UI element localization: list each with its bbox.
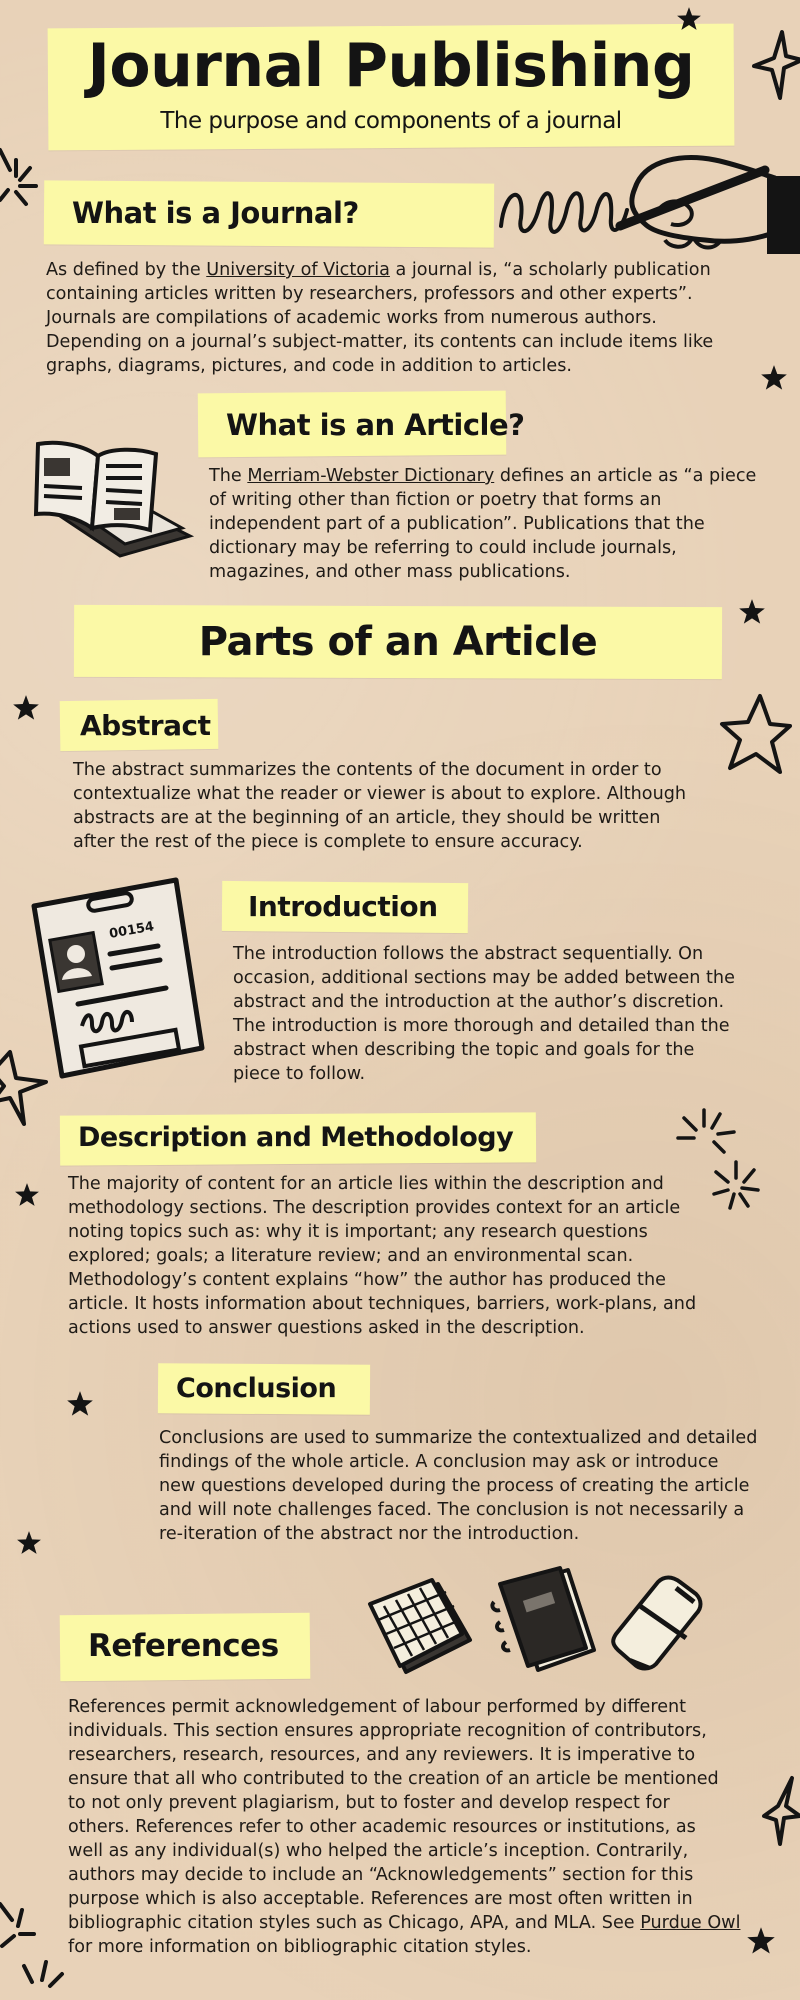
introduction-line: piece to follow. [233,1064,366,1084]
introduction-line: abstract and the introduction at the author’s discretion. [233,992,725,1012]
journal-line: graphs, diagrams, pictures, and code in addition to articles. [46,356,573,376]
journal-line: Journals are compilations of academic works from numerous authors. [46,308,657,328]
conclusion-line: findings of the whole article. A conclusion may ask or introduce [159,1452,719,1472]
conclusion-line: re-iteration of the abstract nor the introduction. [159,1524,580,1544]
abstract-line: after the rest of the piece is complete to ensure accuracy. [73,832,583,852]
methodology-line: Methodology’s content explains “how” the author has produced the [68,1270,666,1290]
text-segment: defines an article as “a piece [494,466,757,486]
star-icon [0,1050,48,1126]
references-line: purpose which is also acceptable. References are most often written in [68,1889,693,1909]
sparkle-icon [0,144,46,214]
text-segment: bibliographic citation styles such as Chicago, APA, and MLA. See [68,1913,641,1933]
conclusion-line: new questions developed during the process of creating the article [159,1476,750,1496]
references-heading: References [88,1628,279,1664]
id-card-icon [26,876,206,1086]
references-line: for more information on bibliographic citation styles. [68,1937,532,1957]
journal-line [46,258,713,282]
open-book-icon [30,436,190,566]
references-line: to not only prevent plagiarism, but to foster and develop respect for [68,1793,670,1813]
journal-heading: What is a Journal? [72,196,359,230]
conclusion-heading: Conclusion [176,1373,337,1404]
purdue-owl-link[interactable]: Purdue Owl [640,1913,741,1933]
page-subtitle: The purpose and components of a journal [160,108,622,134]
article-line: independent part of a publication”. Publications that the [209,514,705,534]
page-title: Journal Publishing [87,31,695,101]
references-line: researchers, research, resources, and any reviewers. It is imperative to [68,1745,696,1765]
star-icon [760,364,788,392]
abstract-heading: Abstract [80,709,211,742]
star-icon [14,1182,40,1208]
abstract-line: The abstract summarizes the contents of the document in order to [73,760,662,780]
introduction-heading: Introduction [248,890,438,923]
merriam-webster-link[interactable]: Merriam-Webster Dictionary [247,466,495,486]
star-icon [12,694,40,722]
star-icon [738,598,766,626]
notebook-icon [366,1580,476,1680]
star-icon [676,6,702,32]
binder-icon [490,1566,596,1676]
methodology-line: The majority of content for an article lies within the description and [68,1174,664,1194]
star-icon [746,1926,776,1956]
abstract-line: contextualize what the reader or viewer is about to explore. Although [73,784,687,804]
references-paragraph [68,1695,740,1959]
sparkle-icon [10,1960,70,2000]
methodology-line: noting topics such as: why it is important; any research questions [68,1222,648,1242]
methodology-heading: Description and Methodology [78,1122,514,1153]
abstract-line: abstracts are at the beginning of an article, they should be written [73,808,661,828]
text-segment: a journal is, “a scholarly publication [389,260,711,280]
methodology-line: methodology sections. The description provides context for an article [68,1198,681,1218]
references-line: well as any individual(s) who helped the article’s inception. Contrarily, [68,1841,689,1861]
text-segment: The [209,466,248,486]
article-heading: What is an Article? [226,408,525,442]
uvic-link[interactable]: University of Victoria [206,260,390,280]
introduction-paragraph [233,942,735,1086]
introduction-line: occasion, additional sections may be added between the [233,968,735,988]
article-paragraph [209,464,756,584]
article-line: dictionary may be referring to could include journals, [209,538,677,558]
journal-paragraph [46,258,713,378]
writing-hand-icon [495,148,800,258]
references-line: authors may decide to include an “Acknowledgements” section for this [68,1865,694,1885]
introduction-line: abstract when describing the topic and goals for the [233,1040,695,1060]
sparkle-icon [710,1160,760,1210]
methodology-line: article. It hosts information about techniques, barriers, work-plans, and [68,1294,697,1314]
article-line [209,464,756,488]
sparkle-icon [0,1900,38,1952]
article-line: magazines, and other mass publications. [209,562,571,582]
references-line: References permit acknowledgement of labour performed by different [68,1697,687,1717]
journal-line: containing articles written by researchers, professors and other experts”. [46,284,693,304]
references-line: others. References refer to other academic resources or institutions, as [68,1817,696,1837]
references-line: individuals. This section ensures appropriate recognition of contributors, [68,1721,707,1741]
references-line: ensure that all who contributed to the creation of an article be mentioned [68,1769,719,1789]
star-icon [762,1776,800,1846]
star-icon [16,1530,42,1556]
abstract-paragraph [73,758,686,854]
conclusion-line: and will note challenges faced. The conclusion is not necessarily a [159,1500,745,1520]
references-line [68,1911,740,1935]
sparkle-icon [676,1108,736,1156]
star-icon [66,1390,94,1418]
star-icon [720,694,792,774]
star-icon [752,30,800,100]
conclusion-line: Conclusions are used to summarize the contextualized and detailed [159,1428,758,1448]
eraser-icon [610,1572,706,1672]
parts-heading: Parts of an Article [198,619,598,665]
journal-line: Depending on a journal’s subject-matter, its contents can include items like [46,332,714,352]
article-line: of writing other than fiction or poetry that forms an [209,490,662,510]
conclusion-paragraph [159,1426,757,1546]
methodology-line: explored; goals; a literature review; and an environmental scan. [68,1246,634,1266]
id-card-number: 00154 [108,919,156,942]
text-segment: As defined by the [46,260,207,280]
methodology-paragraph [68,1172,696,1340]
introduction-line: The introduction is more thorough and detailed than the [233,1016,730,1036]
introduction-line: The introduction follows the abstract sequentially. On [233,944,704,964]
methodology-line: actions used to answer questions asked in the description. [68,1318,585,1338]
